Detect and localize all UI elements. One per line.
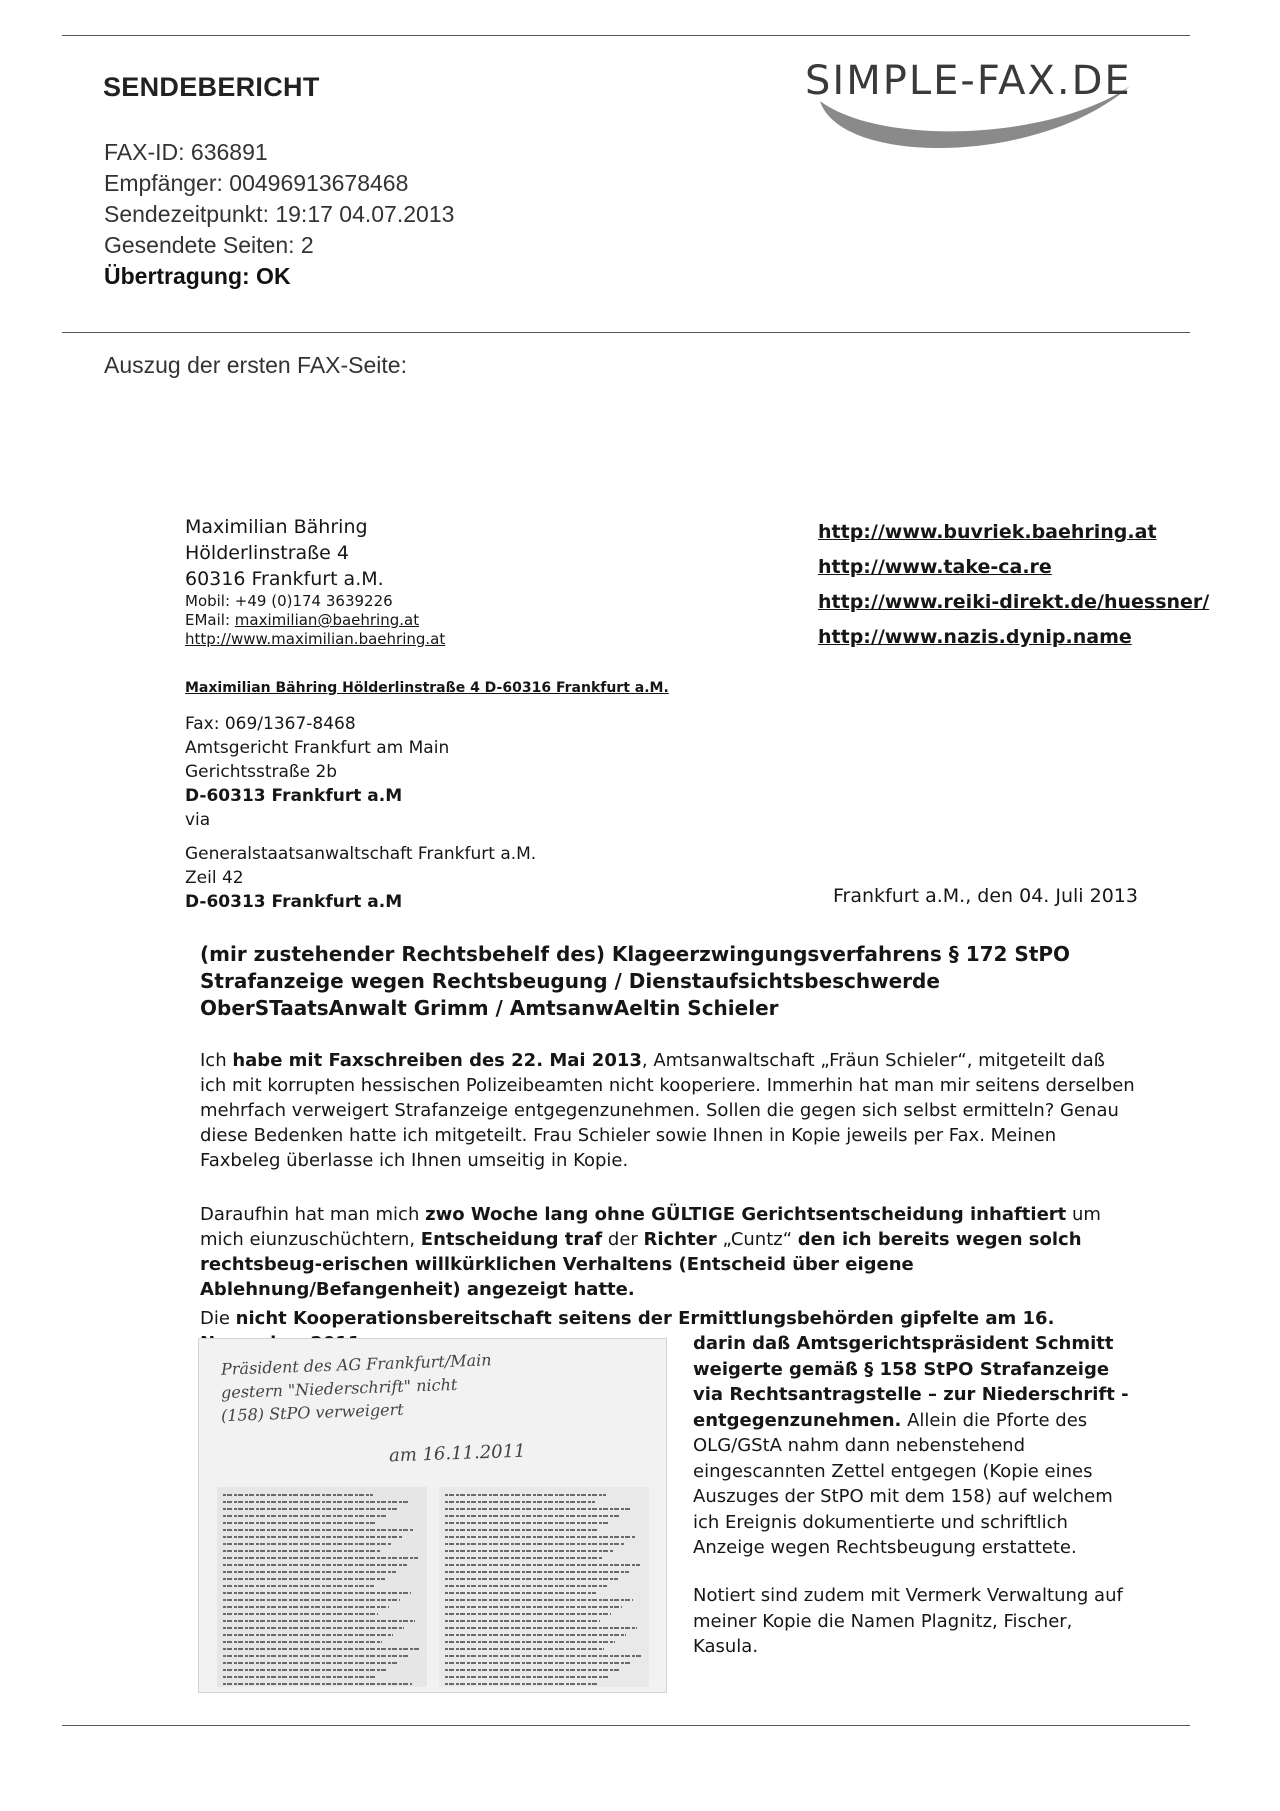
paragraph-2 <box>200 1202 1135 1302</box>
recipient-block <box>185 712 536 914</box>
recipient-fax: Fax: 069/1367-8468 <box>185 714 356 734</box>
recipient-org: Amtsgericht Frankfurt am Main <box>185 738 450 758</box>
sender-block <box>185 514 445 649</box>
fax-id: FAX-ID: 636891 <box>104 139 268 165</box>
sender-street: Hölderlinstraße 4 <box>185 542 349 564</box>
recipient-spacer <box>185 832 536 842</box>
top-divider <box>62 35 1190 36</box>
p2-text: der <box>602 1229 644 1250</box>
sender-mobile: Mobil: +49 (0)174 3639226 <box>185 592 393 610</box>
printed-text-scan <box>217 1487 649 1687</box>
p1-bold: habe mit Faxschreiben des 22. Mai 2013 <box>232 1050 642 1071</box>
paragraph-3-continued <box>693 1331 1133 1561</box>
paragraph-1 <box>200 1048 1135 1173</box>
p2-text: um mich eiunzuschüchtern, <box>200 1204 1101 1250</box>
recipient-street2: Zeil 42 <box>185 868 244 888</box>
p3-bold: darin daß Amtsgerichtspräsident Schmitt weigerte gemäß § 158 StPO Strafanzeige via Rechtsantragstelle – zur Niederschrift - entgegenzunehmen. <box>693 1333 1129 1431</box>
link-reiki[interactable]: http://www.reiki-direkt.de/huessner/ <box>818 591 1210 613</box>
sender-website-link[interactable]: http://www.maximilian.baehring.at <box>185 630 446 648</box>
p3-text: Allein die Pforte des OLG/GStA nahm dann nebenstehend eingescannten Zettel entgegen (Kopie eines Auszuges der StPO mit dem 158) auf welchem ich Ereignis dokumentierte und schriftlich Anzeige wegen Rechtsbeugung erstattete. <box>693 1409 1113 1558</box>
sender-name: Maximilian Bähring <box>185 516 368 538</box>
recipient-number: Empfänger: 00496913678468 <box>104 170 409 196</box>
recipient-street: Gerichtsstraße 2b <box>185 762 338 782</box>
handwritten-line: Präsident des AG Frankfurt/Main <box>220 1350 492 1379</box>
letter-date: Frankfurt a.M., den 04. Juli 2013 <box>833 885 1138 907</box>
recipient-via: via <box>185 810 211 830</box>
recipient-city2: D-60313 Frankfurt a.M <box>185 892 403 912</box>
paragraph-4: Notiert sind zudem mit Vermerk Verwaltung auf meiner Kopie die Namen Plagnitz, Fischer, Kasula. <box>693 1585 1123 1657</box>
email-label: EMail: <box>185 611 235 629</box>
return-address: Maximilian Bähring Hölderlinstraße 4 D-60316 Frankfurt a.M. <box>185 680 669 696</box>
subject-line: (mir zustehender Rechtsbehelf des) Klageerzwingungsverfahrens § 172 StPO <box>200 942 1071 966</box>
p2-text: „Cuntz“ <box>716 1229 798 1250</box>
recipient-org2: Generalstaatsanwaltschaft Frankfurt a.M. <box>185 844 537 864</box>
excerpt-label: Auszug der ersten FAX-Seite: <box>104 352 407 378</box>
pages-sent: Gesendete Seiten: 2 <box>104 232 314 258</box>
link-buvriek[interactable]: http://www.buvriek.baehring.at <box>818 521 1157 543</box>
report-title: SENDEBERICHT <box>103 72 320 102</box>
scanned-note-image <box>198 1338 667 1693</box>
link-take-care[interactable]: http://www.take-ca.re <box>818 556 1052 578</box>
middle-divider <box>62 332 1190 333</box>
bottom-divider <box>62 1725 1190 1726</box>
send-time: Sendezeitpunkt: 19:17 04.07.2013 <box>104 201 455 227</box>
link-nazis-dynip[interactable]: http://www.nazis.dynip.name <box>818 626 1132 648</box>
recipient-city: D-60313 Frankfurt a.M <box>185 786 403 806</box>
sender-email-line <box>185 611 445 630</box>
p2-bold: zwo Woche lang ohne GÜLTIGE Gerichtsentscheidung inhaftiert <box>425 1204 1067 1225</box>
p2-bold: Richter <box>643 1229 717 1250</box>
p2-text: Daraufhin hat man mich <box>200 1204 426 1225</box>
handwritten-line: (158) StPO verweigert <box>220 1399 404 1426</box>
p1-text-rest: , Amtsanwaltschaft „Fräun Schieler“, mitgeteilt daß ich mit korrupten hessischen Polizeibeamten nicht kooperiere. Immerhin hat man mir seitens derselben mehrfach verweigert Strafanzeige entgegenzunehmen. Sollen die gegen sich selbst ermitteln? Genau diese Bedenken hatte ich mitgeteilt. Frau Schieler sowie Ihnen in Kopie jeweils per Fax. Meinen Faxbeleg überlasse ich Ihnen umseitig in Kopie. <box>200 1050 1135 1171</box>
p1-text: Ich <box>200 1050 233 1071</box>
p2-bold: Entscheidung traf <box>420 1229 603 1250</box>
report-meta <box>104 137 454 292</box>
transmission-status: Übertragung: OK <box>104 263 291 289</box>
subject-line: OberSTaatsAnwalt Grimm / AmtsanwAeltin Schieler <box>200 996 779 1020</box>
p3-bold: nicht Kooperationsbereitschaft seitens der Ermittlungsbehörden gipfelte am 16. <box>235 1308 1055 1329</box>
handwritten-line: gestern "Niederschrift" nicht <box>220 1374 458 1403</box>
links-block <box>818 515 1209 655</box>
subject-line: Strafanzeige wegen Rechtsbeugung / Dienstaufsichtsbeschwerde <box>200 969 940 993</box>
p3-text: Die <box>200 1308 236 1329</box>
subject-block <box>200 941 1070 1022</box>
handwritten-line: am 16.11.2011 <box>388 1440 526 1467</box>
sender-city: 60316 Frankfurt a.M. <box>185 568 384 590</box>
sender-email-link[interactable]: maximilian@baehring.at <box>234 611 420 629</box>
logo-text: SIMPLE-FAX.DE <box>805 58 1132 104</box>
p2-bold: den ich bereits wegen solch rechtsbeug-erischen willkürklichen Verhaltens (Entscheid über eigene Ablehnung/Befangenheit) angezeigt hatte. <box>200 1229 1082 1300</box>
